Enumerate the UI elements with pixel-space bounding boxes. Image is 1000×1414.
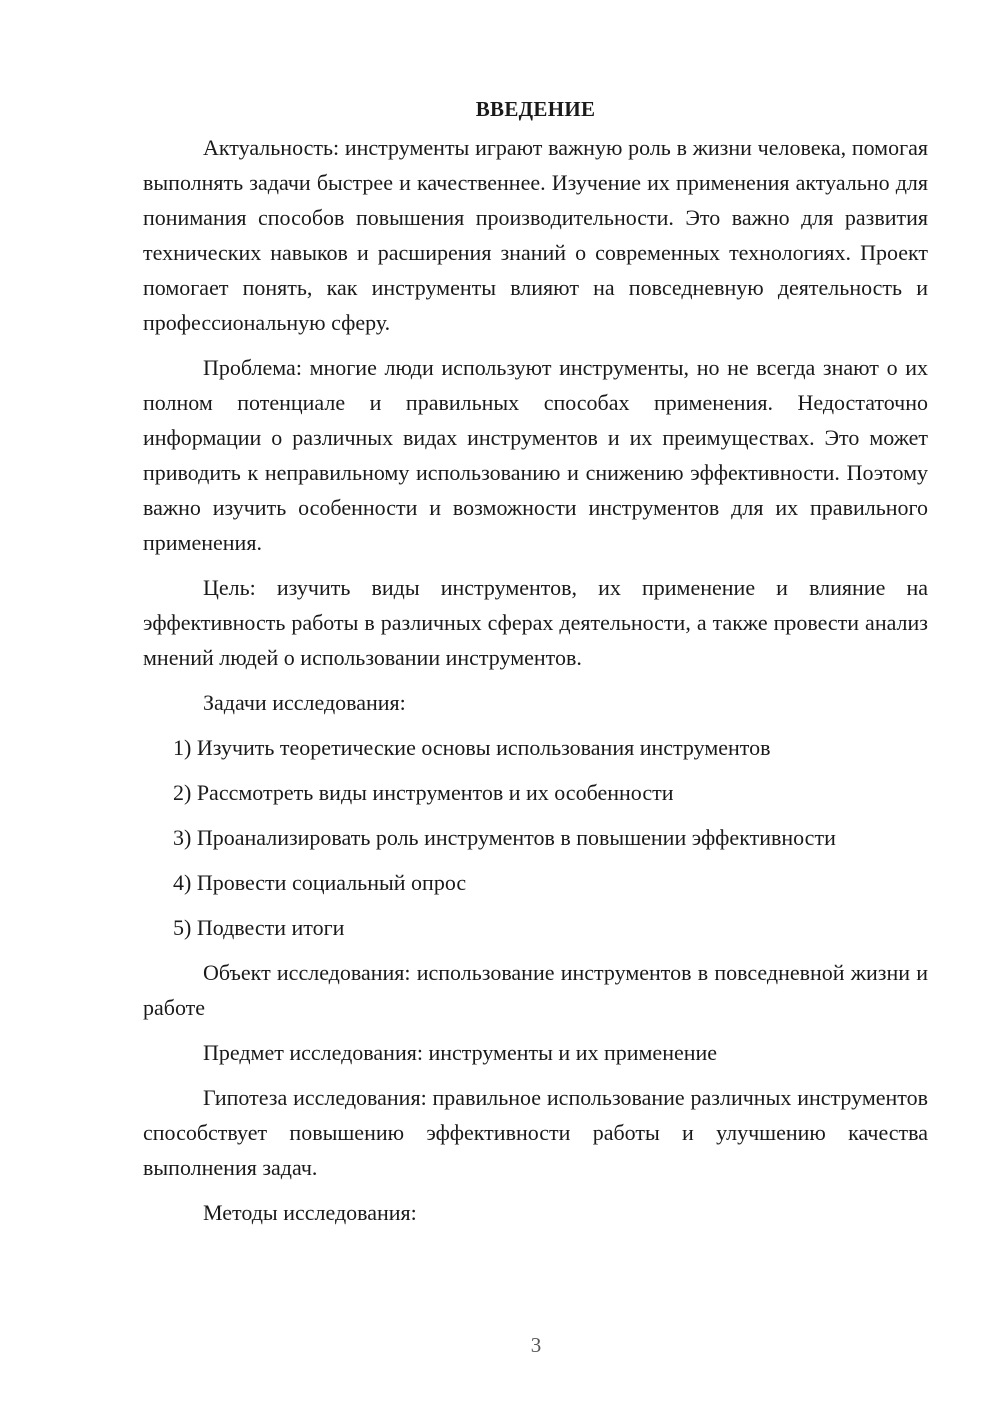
list-item: 5) Подвести итоги — [173, 915, 345, 940]
paragraph-hypothesis: Гипотеза исследования: правильное использование различных инструментов способствует повышению эффективности работы и улучшению качества выполнения задач. — [143, 1085, 928, 1180]
list-item: 2) Рассмотреть виды инструментов и их особенности — [173, 780, 674, 805]
list-item: 1) Изучить теоретические основы использования инструментов — [173, 735, 771, 760]
methods-title: Методы исследования: — [203, 1200, 417, 1225]
tasks-title: Задачи исследования: — [203, 690, 406, 715]
paragraph-subject: Предмет исследования: инструменты и их применение — [203, 1040, 718, 1065]
section-heading: ВВЕДЕНИЕ — [475, 97, 596, 121]
paragraph-goal: Цель: изучить виды инструментов, их применение и влияние на эффективность работы в различных сферах деятельности, а также провести анализ мнений людей о использовании инструментов. — [143, 575, 928, 670]
tasks-list — [143, 730, 928, 945]
paragraph-relevance: Актуальность: инструменты играют важную роль в жизни человека, помогая выполнять задачи быстрее и качественнее. Изучение их применения актуально для понимания способов повышения производительности. Это важно для развития технических навыков и расширения знаний о современных технологиях. Проект помогает понять, как инструменты влияют на повседневную деятельность и профессиональную сферу. — [143, 135, 928, 335]
list-item: 3) Проанализировать роль инструментов в повышении эффективности — [173, 825, 836, 850]
page-number: 3 — [530, 1333, 542, 1357]
page-content — [143, 92, 928, 1240]
paragraph-problem: Проблема: многие люди используют инструменты, но не всегда знают о их полном потенциале и правильных способах применения. Недостаточно информации о различных видах инструментов и их преимуществах. Это может приводить к неправильному использованию и снижению эффективности. Поэтому важно изучить особенности и возможности инструментов для их правильного применения. — [143, 355, 928, 555]
paragraph-object: Объект исследования: использование инструментов в повседневной жизни и работе — [143, 960, 928, 1020]
list-item: 4) Провести социальный опрос — [173, 870, 467, 895]
